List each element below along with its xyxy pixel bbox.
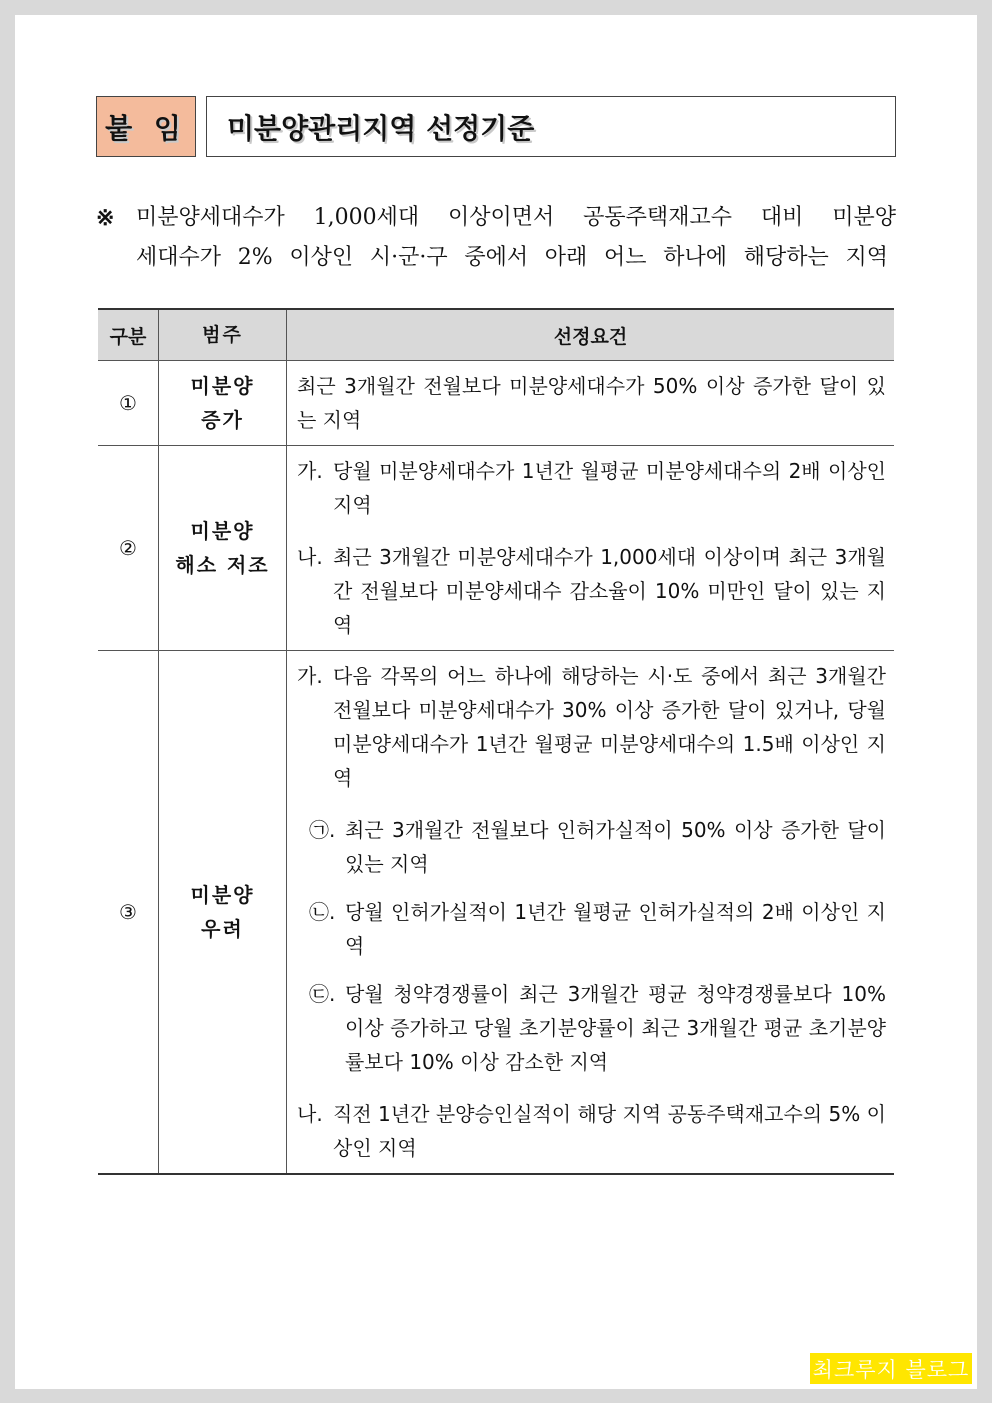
sub-item-text: 당월 청약경쟁률이 최근 3개월간 평균 청약경쟁률보다 10% 이상 증가하고 당월 초기분양률이 최근 3개월간 평균 초기분양률보다 10% 이상 감소한 지역 <box>345 982 886 1074</box>
blog-watermark-badge: 최크루지 블로그 <box>810 1353 972 1384</box>
requirement-item <box>297 454 886 522</box>
criteria-table <box>98 308 894 1175</box>
item-text: 직전 1년간 분양승인실적이 해당 지역 공동주택재고수의 5% 이상인 지역 <box>333 1102 886 1160</box>
sub-item <box>297 977 886 1079</box>
item-text: 다음 각목의 어느 하나에 해당하는 시·도 중에서 최근 3개월간 전월보다 미분양세대수가 30% 이상 증가한 달이 있거나, 당월 미분양세대수가 1년간 월평균 미분양세대수의 1.5배 이상인 지역 <box>333 664 886 790</box>
sub-item-text: 당월 인허가실적이 1년간 월평균 인허가실적의 2배 이상인 지역 <box>345 900 886 958</box>
row-requirement <box>287 651 895 1175</box>
item-label: 가. <box>297 459 323 483</box>
reference-mark: ※ <box>96 205 115 231</box>
table-header-row <box>98 309 894 361</box>
row-number: ③ <box>98 651 159 1175</box>
header-requirements: 선정요건 <box>287 309 895 361</box>
document-title: 미분양관리지역 선정기준 <box>206 96 896 157</box>
sub-item <box>297 895 886 963</box>
category-line: 우려 <box>201 917 244 941</box>
header-category: 범주 <box>159 309 287 361</box>
row-requirement <box>287 446 895 651</box>
table-row <box>98 361 894 446</box>
category-line: 미분양 <box>190 374 255 398</box>
sub-item-label: ㉡. <box>309 900 336 924</box>
row-category <box>159 361 287 446</box>
note-line-2: 세대수가 2% 이상인 시·군·구 중에서 아래 어느 하나에 해당하는 지역 <box>136 245 888 270</box>
requirement-item <box>297 540 886 642</box>
requirement-text: 최근 3개월간 전월보다 미분양세대수가 50% 이상 증가한 달이 있는 지역 <box>297 374 886 432</box>
attachment-tag: 붙 임 <box>96 96 196 157</box>
item-label: 나. <box>297 1102 323 1126</box>
category-line: 해소 저조 <box>175 553 270 577</box>
item-text: 당월 미분양세대수가 1년간 월평균 미분양세대수의 2배 이상인 지역 <box>333 459 886 517</box>
item-text: 최근 3개월간 미분양세대수가 1,000세대 이상이며 최근 3개월간 전월보다 미분양세대수 감소율이 10% 미만인 달이 있는 지역 <box>333 545 886 637</box>
note-line-1: 미분양세대수가 1,000세대 이상이면서 공동주택재고수 대비 미분양 <box>136 205 896 230</box>
requirement-item <box>297 1097 886 1165</box>
requirement-item <box>297 659 886 795</box>
row-category <box>159 651 287 1175</box>
row-number: ① <box>98 361 159 446</box>
table-row <box>98 446 894 651</box>
row-number: ② <box>98 446 159 651</box>
header-division: 구분 <box>98 309 159 361</box>
category-line: 증가 <box>201 408 244 432</box>
sub-item-text: 최근 3개월간 전월보다 인허가실적이 50% 이상 증가한 달이 있는 지역 <box>345 818 886 876</box>
sub-item-label: ㉠. <box>309 818 336 842</box>
item-label: 나. <box>297 545 323 569</box>
category-line: 미분양 <box>190 883 255 907</box>
row-category <box>159 446 287 651</box>
sub-item-label: ㉢. <box>309 982 336 1006</box>
row-requirement <box>287 361 895 446</box>
item-label: 가. <box>297 664 323 688</box>
sub-item <box>297 813 886 881</box>
table-row <box>98 651 894 1175</box>
category-line: 미분양 <box>190 519 255 543</box>
